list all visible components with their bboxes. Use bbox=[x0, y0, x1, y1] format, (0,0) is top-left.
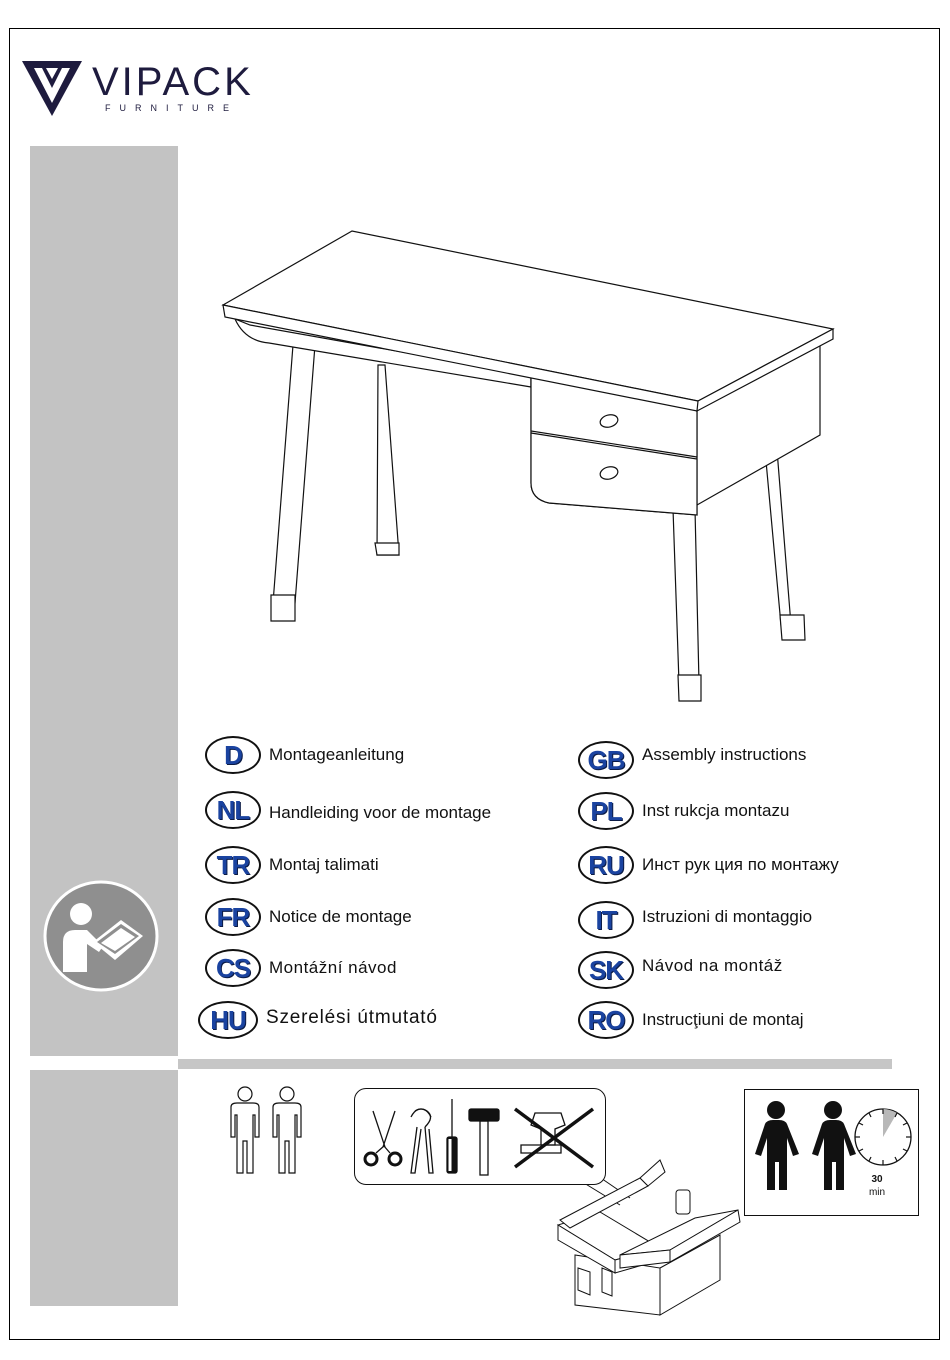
lang-code-badge: SK bbox=[578, 951, 634, 989]
lang-code-badge: RU bbox=[578, 846, 634, 884]
lang-text: Montážní návod bbox=[269, 958, 397, 977]
lang-code-badge: PL bbox=[578, 792, 634, 830]
lang-ro bbox=[578, 998, 804, 1042]
lang-d bbox=[205, 733, 404, 777]
hammer-icon bbox=[469, 1109, 499, 1175]
lang-hu bbox=[198, 998, 438, 1042]
assembly-persons-stopwatch bbox=[745, 1090, 917, 1214]
person-silhouette-icon bbox=[812, 1101, 856, 1190]
lang-code-badge: CS bbox=[205, 949, 261, 987]
lang-text: Assembly instructions bbox=[642, 745, 807, 764]
lang-text: Montageanleitung bbox=[269, 745, 405, 764]
assembly-time-value: 30 bbox=[871, 1174, 883, 1185]
lang-code-badge: HU bbox=[198, 1001, 258, 1039]
lang-nl bbox=[205, 788, 491, 832]
assembly-time-panel bbox=[744, 1089, 919, 1216]
read-manual-icon bbox=[43, 880, 159, 992]
person-silhouette-icon bbox=[755, 1101, 799, 1190]
screwdriver-icon bbox=[447, 1099, 457, 1173]
vipack-logo bbox=[22, 58, 282, 120]
brand-name: VIPACK bbox=[92, 60, 254, 104]
lang-text: Handleiding voor de montage bbox=[269, 803, 492, 822]
tools-panel bbox=[354, 1088, 606, 1185]
tools-illustration bbox=[355, 1089, 605, 1184]
two-persons-icon bbox=[225, 1085, 310, 1177]
lang-gb bbox=[578, 738, 806, 782]
lang-code-badge: IT bbox=[578, 901, 634, 939]
lang-it bbox=[578, 898, 812, 942]
lang-text: Notice de montage bbox=[269, 907, 412, 926]
assembly-time-unit: min bbox=[868, 1187, 886, 1198]
lang-code-badge: GB bbox=[578, 741, 634, 779]
pliers-icon bbox=[411, 1109, 433, 1173]
lang-code-badge: FR bbox=[205, 898, 261, 936]
lang-text: Szerelési útmutató bbox=[266, 1007, 438, 1028]
drill-crossed-icon bbox=[515, 1109, 593, 1167]
lang-ru bbox=[578, 843, 839, 887]
lang-code-badge: NL bbox=[205, 791, 261, 829]
lang-text: Montaj talimati bbox=[269, 855, 379, 874]
lang-tr bbox=[205, 843, 379, 887]
lang-cs bbox=[205, 946, 397, 990]
lang-text: Инст рук ция по монтажу bbox=[642, 855, 839, 874]
lang-text: Návod na montáž bbox=[642, 956, 783, 975]
scissors-icon bbox=[365, 1111, 401, 1165]
desk-illustration bbox=[215, 225, 840, 710]
lang-sk bbox=[578, 948, 783, 992]
logo-mark-icon bbox=[22, 58, 84, 120]
lang-fr bbox=[205, 895, 412, 939]
lang-text: Inst rukcja montazu bbox=[642, 801, 790, 820]
lang-code-badge: RO bbox=[578, 1001, 634, 1039]
side-band-bottom bbox=[30, 1070, 178, 1306]
section-divider bbox=[178, 1059, 892, 1069]
stopwatch-icon bbox=[855, 1109, 911, 1165]
brand-tagline: FURNITURE bbox=[105, 103, 238, 113]
lang-pl bbox=[578, 789, 789, 833]
lang-code-badge: TR bbox=[205, 846, 261, 884]
lang-text: Istruzioni di montaggio bbox=[642, 907, 813, 926]
lang-text: Instrucţiuni de montaj bbox=[642, 1010, 804, 1029]
lang-code-badge: D bbox=[205, 736, 261, 774]
